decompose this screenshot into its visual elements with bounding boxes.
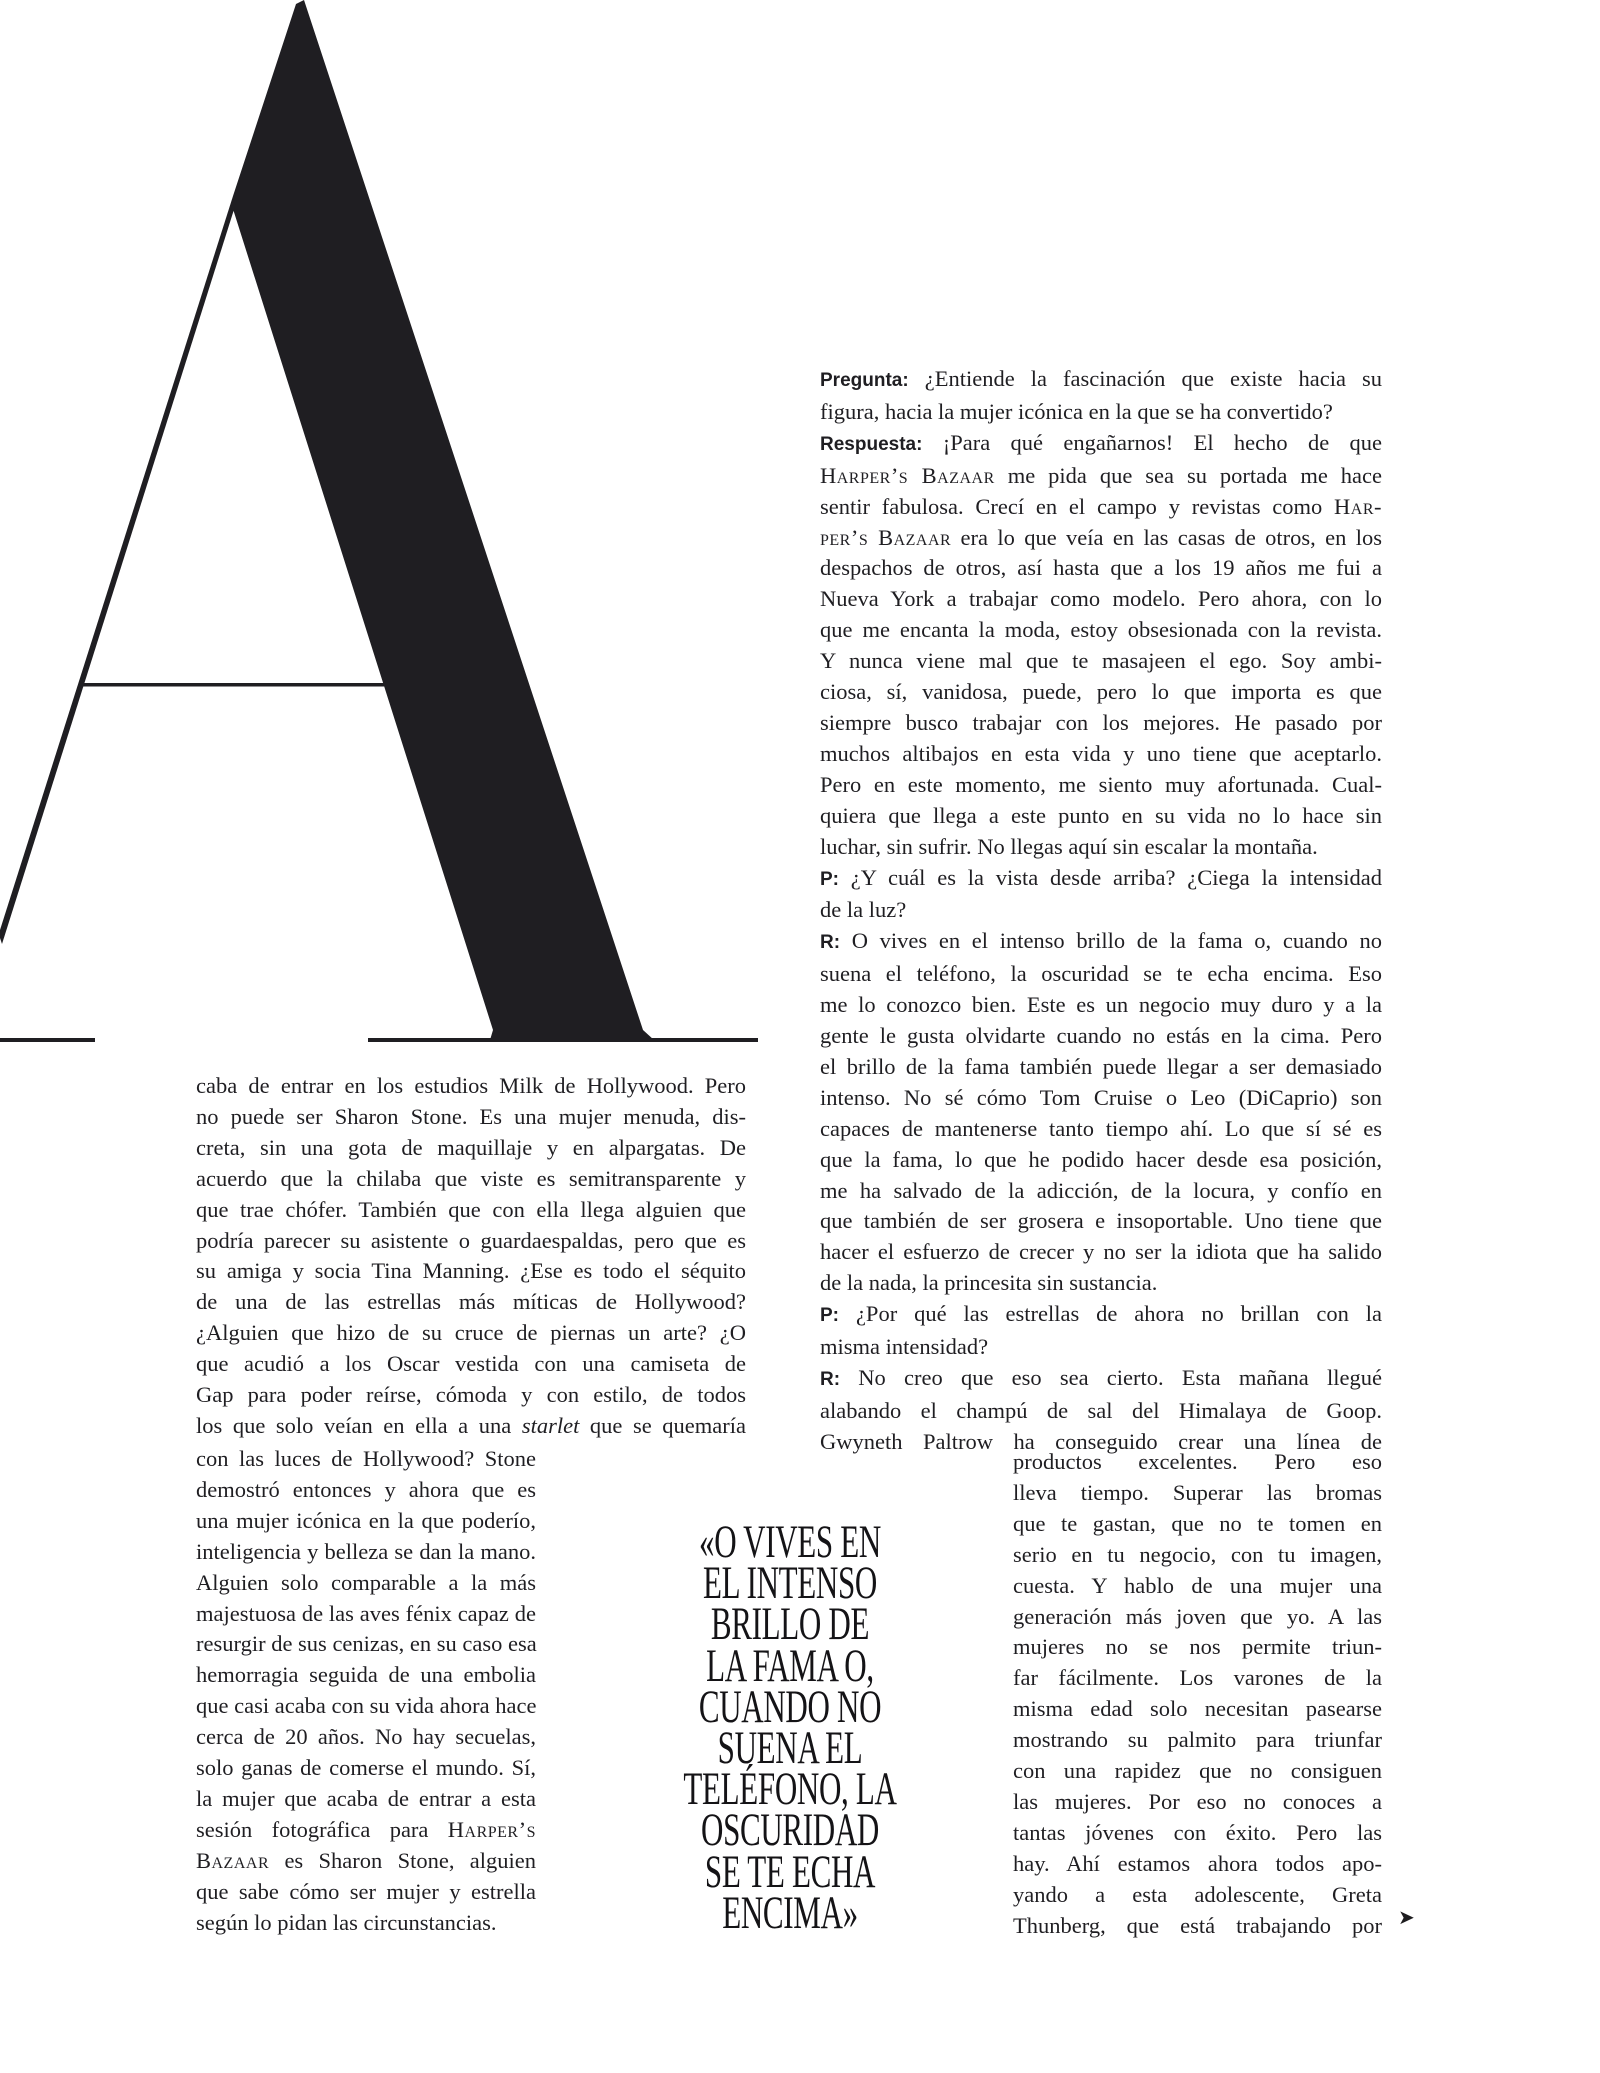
text-run: me ha salvado de la adicción, de la locura, y confío en — [820, 1177, 1382, 1203]
text-line — [1013, 1632, 1382, 1663]
text-line — [820, 1052, 1382, 1083]
text-line — [1013, 1880, 1382, 1911]
text-run: con una rapidez que no consiguen — [1013, 1758, 1382, 1784]
text-run: O vives en el intenso brillo de la fama o, cuando no — [840, 928, 1382, 954]
pull-quote — [638, 1516, 942, 1939]
text-line — [820, 770, 1382, 801]
text-run: las mujeres. Por eso no conoces a — [1013, 1788, 1382, 1814]
text-line — [196, 1444, 536, 1475]
text-run: ciosa, sí, vanidosa, puede, pero lo que importa es que — [820, 679, 1382, 705]
dropcap-left-serif — [0, 1038, 95, 1042]
text-line — [1013, 1663, 1382, 1694]
text-run: generación más joven que yo. A las — [1013, 1603, 1382, 1629]
speaker-label: P: — [820, 868, 839, 890]
text-run: podría parecer su asistente o guardaespaldas, pero que es — [196, 1227, 746, 1253]
text-line — [1013, 1725, 1382, 1756]
text-line — [196, 1629, 536, 1660]
text-line — [1013, 1602, 1382, 1633]
text-line — [820, 1145, 1382, 1176]
text-run: que trae chófer. También que con ella llega alguien que — [196, 1196, 746, 1222]
text-run: lleva tiempo. Superar las bromas — [1013, 1479, 1382, 1505]
text-line — [196, 1164, 746, 1195]
pull-quote-line: CUANDO NO — [698, 1680, 882, 1733]
magazine-name: Har- — [1334, 493, 1382, 519]
text-run: demostró entonces y ahora que es — [196, 1476, 536, 1502]
text-line — [820, 646, 1382, 677]
interview-column-right-continued — [1013, 1447, 1382, 1942]
pull-quote-line: BRILLO DE — [710, 1598, 870, 1651]
text-run: quiera que llega a este punto en su vida no lo hace sin — [820, 802, 1382, 828]
text-run: Y nunca viene mal que te masajeen el ego. Soy ambi- — [820, 648, 1382, 674]
text-line — [196, 1908, 536, 1939]
text-run: que sabe cómo ser mujer y estrella — [196, 1878, 536, 1904]
text-line — [820, 364, 1382, 397]
text-run: es Sharon Stone, alguien — [269, 1847, 536, 1873]
text-line — [820, 584, 1382, 615]
text-run: me pida que sea su portada me hace — [994, 462, 1382, 488]
dropcap-right-serif — [368, 1038, 758, 1042]
text-line — [1013, 1756, 1382, 1787]
text-run: que la fama, lo que he podido hacer desde esa posición, — [820, 1146, 1382, 1172]
text-run: siempre busco trabajar con los mejores. He pasado por — [820, 709, 1382, 735]
text-run: me lo conozco bien. Este es un negocio muy duro y a la — [820, 992, 1382, 1018]
pull-quote-line: LA FAMA O, — [706, 1639, 874, 1692]
text-line — [1013, 1447, 1382, 1478]
magazine-name: per’s Bazaar — [820, 524, 952, 550]
text-run: era lo que veía en las casas de otros, en los — [951, 524, 1382, 550]
text-run: suena el teléfono, la oscuridad se te echa encima. Eso — [820, 961, 1382, 987]
italic-term: starlet — [521, 1412, 580, 1438]
text-line — [196, 1256, 746, 1287]
text-line — [820, 461, 1382, 492]
text-line — [196, 1380, 746, 1411]
text-line — [820, 1299, 1382, 1332]
text-line — [196, 1599, 536, 1630]
speaker-label: R: — [820, 932, 841, 954]
text-run: figura, hacia la mujer icónica en la que se ha convertido? — [820, 398, 1333, 424]
text-run: ¿Entiende la fascinación que existe hacia su — [908, 366, 1382, 391]
text-line — [1013, 1509, 1382, 1540]
pull-quote-line: SE TE ECHA — [704, 1845, 876, 1898]
text-run: resurgir de sus cenizas, en su caso esa — [196, 1631, 537, 1657]
text-run: capaces de mantenerse tanto tiempo ahí. Lo que sí sé es — [820, 1115, 1382, 1141]
text-line — [196, 1071, 746, 1102]
text-run: que te gastan, que no te tomen en — [1013, 1510, 1382, 1536]
speaker-label: P: — [820, 1305, 839, 1327]
text-line — [820, 708, 1382, 739]
text-line — [820, 1268, 1382, 1299]
text-run: inteligencia y belleza se dan la mano. — [196, 1538, 536, 1564]
text-run: que se quemaría — [579, 1412, 747, 1438]
text-run: misma edad solo necesitan pasearse — [1013, 1696, 1382, 1722]
magazine-name: Harper’s Bazaar — [820, 462, 995, 488]
text-line — [820, 926, 1382, 959]
text-run: ¿Y cuál es la vista desde arriba? ¿Ciega la intensidad — [839, 864, 1382, 890]
text-run: caba de entrar en los estudios Milk de Hollywood. Pero — [196, 1073, 746, 1098]
text-run: una mujer icónica en la que poderío, — [196, 1507, 536, 1533]
dropcap-thin-stroke — [0, 196, 237, 944]
text-line — [196, 1537, 536, 1568]
pull-quote-line: «O VIVES EN — [699, 1516, 881, 1568]
text-line — [196, 1318, 746, 1349]
text-run: que casi acaba con su vida ahora hace — [196, 1693, 537, 1719]
text-run: cerca de 20 años. No hay secuelas, — [196, 1724, 536, 1750]
text-line — [196, 1877, 536, 1908]
dropcap-crossbar — [80, 683, 385, 687]
text-run: muchos altibajos en esta vida y uno tiene que aceptarlo. — [820, 740, 1382, 766]
text-run: mostrando su palmito para triunfar — [1013, 1727, 1382, 1753]
pull-quote-line: TELÉFONO, LA — [683, 1763, 897, 1816]
text-line — [820, 1206, 1382, 1237]
text-line — [196, 1846, 536, 1877]
text-line — [196, 1226, 746, 1257]
text-line — [820, 959, 1382, 990]
text-run: acuerdo que la chilaba que viste es semitransparente y — [196, 1165, 746, 1191]
text-run: su amiga y socia Tina Manning. ¿Ese es todo el séquito — [196, 1258, 746, 1284]
text-line — [196, 1475, 536, 1506]
text-run: tantas jóvenes con éxito. Pero las — [1013, 1819, 1382, 1845]
text-line — [196, 1691, 536, 1722]
text-run: de la luz? — [820, 897, 907, 923]
text-run: ¿Alguien que hizo de su cruce de piernas un arte? ¿O — [196, 1320, 746, 1346]
text-run: hemorragia seguida de una embolia — [196, 1662, 536, 1688]
text-line — [1013, 1694, 1382, 1725]
text-line — [196, 1722, 536, 1753]
text-line — [820, 832, 1382, 863]
text-line — [820, 801, 1382, 832]
text-run: de una de las estrellas más míticas de Hollywood? — [196, 1289, 746, 1315]
text-line — [820, 863, 1382, 896]
text-line — [820, 1363, 1382, 1396]
text-line — [820, 739, 1382, 770]
text-line — [820, 1021, 1382, 1052]
text-line — [196, 1411, 746, 1442]
text-run: cuesta. Y hablo de una mujer una — [1013, 1572, 1382, 1598]
text-run: intenso. No sé cómo Tom Cruise o Leo (DiCaprio) son — [820, 1084, 1382, 1110]
text-run: que acudió a los Oscar vestida con una camiseta de — [196, 1351, 746, 1377]
text-line — [196, 1133, 746, 1164]
text-line — [196, 1815, 536, 1846]
magazine-name: Harper’s — [447, 1816, 536, 1842]
text-line — [1013, 1478, 1382, 1509]
text-line — [820, 1114, 1382, 1145]
text-run: la mujer que acaba de entrar a esta — [196, 1785, 536, 1811]
text-run: el brillo de la fama también puede llegar a ser demasiado — [820, 1053, 1382, 1079]
text-run: Nueva York a trabajar como modelo. Pero ahora, con lo — [820, 586, 1382, 612]
intro-column-left — [196, 1071, 746, 1442]
text-run: serio en tu negocio, con tu imagen, — [1013, 1541, 1382, 1567]
text-run: Gwyneth Paltrow ha conseguido crear una línea de — [820, 1428, 1382, 1454]
speaker-label: Respuesta: — [820, 433, 923, 455]
pull-quote-line: ENCIMA» — [722, 1886, 858, 1939]
magazine-name: Bazaar — [196, 1847, 270, 1873]
text-run: Pero en este momento, me siento muy afortunada. Cual- — [820, 771, 1382, 797]
text-run: alabando el champú de sal del Himalaya de Goop. — [820, 1397, 1382, 1423]
text-line — [1013, 1911, 1382, 1942]
text-line — [820, 523, 1382, 554]
text-line — [820, 1332, 1382, 1363]
text-line — [196, 1660, 536, 1691]
text-line — [820, 1237, 1382, 1268]
text-run: hacer el esfuerzo de crecer y no ser la idiota que ha salido — [820, 1239, 1382, 1265]
text-run: que me encanta la moda, estoy obsesionada con la revista. — [820, 617, 1382, 643]
text-line — [196, 1568, 536, 1599]
text-run: los que solo veían en ella a una — [196, 1412, 522, 1438]
text-line — [196, 1287, 746, 1318]
pull-quote-line: EL INTENSO — [703, 1557, 877, 1610]
dropcap-thick-stroke — [233, 0, 654, 1040]
text-line — [196, 1102, 746, 1133]
text-run: yando a esta adolescente, Greta — [1013, 1881, 1382, 1907]
text-run: sentir fabulosa. Crecí en el campo y revistas como — [820, 493, 1335, 519]
text-run: que también de ser grosera e insoportable. Uno tiene que — [820, 1208, 1382, 1234]
text-run: ¡Para qué engañarnos! El hecho de que — [922, 429, 1382, 455]
text-run: majestuosa de las aves fénix capaz de — [196, 1600, 536, 1626]
text-line — [820, 553, 1382, 584]
text-line — [820, 615, 1382, 646]
text-run: productos excelentes. Pero eso — [1013, 1449, 1382, 1474]
text-run: sesión fotográfica para — [196, 1816, 448, 1842]
speaker-label: R: — [820, 1369, 841, 1390]
text-run: gente le gusta olvidarte cuando no estás en la cima. Pero — [820, 1023, 1382, 1049]
text-run: misma intensidad? — [820, 1334, 989, 1360]
text-line — [196, 1195, 746, 1226]
pull-quote-line: OSCURIDAD — [700, 1804, 879, 1857]
arrow-right-icon: ➤ — [1398, 1905, 1415, 1929]
text-line — [820, 895, 1382, 926]
text-run: creta, sin una gota de maquillaje y en alpargatas. De — [196, 1134, 746, 1160]
text-line — [820, 990, 1382, 1021]
text-run: Gap para poder reírse, cómoda y con estilo, de todos — [196, 1382, 746, 1408]
text-line — [1013, 1849, 1382, 1880]
text-line — [820, 1396, 1382, 1427]
text-run: Thunberg, que está trabajando por — [1013, 1912, 1382, 1938]
text-run: luchar, sin sufrir. No llegas aquí sin escalar la montaña. — [820, 833, 1318, 859]
text-run: con las luces de Hollywood? Stone — [196, 1446, 536, 1471]
text-run: mujeres no se nos permite triun- — [1013, 1634, 1382, 1660]
text-run: de la nada, la princesita sin sustancia. — [820, 1270, 1158, 1296]
text-line — [820, 428, 1382, 461]
text-line — [820, 492, 1382, 523]
text-line — [1013, 1787, 1382, 1818]
text-run: despachos de otros, así hasta que a los 19 años me fui a — [820, 555, 1382, 581]
text-run: No creo que eso sea cierto. Esta mañana llegué — [840, 1365, 1382, 1390]
text-line — [196, 1349, 746, 1380]
pull-quote-line: SUENA EL — [717, 1722, 863, 1775]
text-run: far fácilmente. Los varones de la — [1013, 1665, 1382, 1691]
text-line — [196, 1506, 536, 1537]
text-line — [196, 1753, 536, 1784]
text-line — [820, 677, 1382, 708]
text-line — [1013, 1540, 1382, 1571]
text-line — [1013, 1571, 1382, 1602]
text-line — [1013, 1818, 1382, 1849]
text-run: según lo pidan las circunstancias. — [196, 1909, 497, 1935]
text-line — [820, 1176, 1382, 1207]
text-line — [196, 1784, 536, 1815]
text-run: Alguien solo comparable a la más — [196, 1569, 536, 1595]
text-run: hay. Ahí estamos ahora todos apo- — [1013, 1850, 1382, 1876]
speaker-label: Pregunta: — [820, 370, 909, 391]
intro-column-left-continued — [196, 1444, 536, 1939]
text-run: no puede ser Sharon Stone. Es una mujer menuda, dis- — [196, 1103, 746, 1129]
text-line — [820, 1083, 1382, 1114]
text-run: ¿Por qué las estrellas de ahora no brillan con la — [839, 1301, 1382, 1327]
text-run: solo ganas de comerse el mundo. Sí, — [196, 1755, 536, 1781]
text-line — [820, 397, 1382, 428]
interview-column-right — [820, 364, 1382, 1458]
